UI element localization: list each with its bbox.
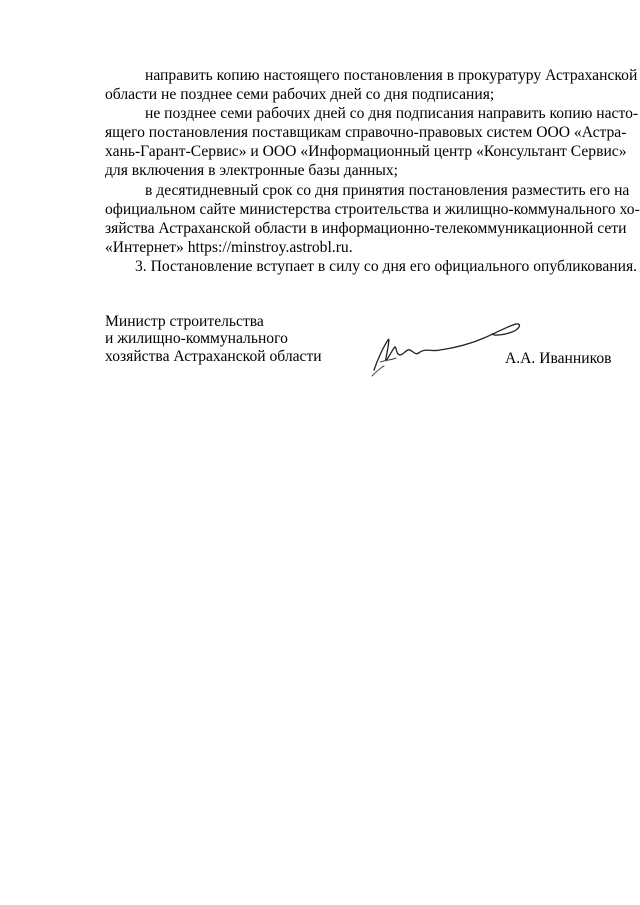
paragraph-line: области не позднее семи рабочих дней со дня подписания; (105, 86, 495, 103)
position-line: хозяйства Астраханской области (105, 347, 322, 365)
paragraph-line: ящего постановления поставщикам справочно-правовых систем ООО «Астра- (105, 124, 627, 141)
paragraph-line: зяйства Астраханской области в информационно-телекоммуникационной сети (105, 220, 627, 237)
paragraph-line: не позднее семи рабочих дней со дня подписания направить копию насто- (145, 105, 639, 122)
signatory-position (105, 313, 322, 365)
paragraph-line: «Интернет» https://minstroy.astrobl.ru. (105, 239, 353, 256)
paragraph-line: 3. Постановление вступает в силу со дня его официального опубликования. (135, 258, 638, 275)
paragraph-line: хань-Гарант-Сервис» и ООО «Информационный центр «Консультант Сервис» (105, 143, 627, 160)
paragraph-line: в десятидневный срок со дня принятия постановления разместить его на (145, 182, 630, 199)
paragraph-line: официальном сайте министерства строительства и жилищно-коммунального хо- (105, 201, 640, 218)
paragraph-line: для включения в электронные базы данных; (105, 162, 398, 179)
position-line: Министр строительства (105, 313, 264, 330)
position-line: и жилищно-коммунального (105, 330, 288, 348)
signer-name: А.А. Иванников (505, 350, 612, 367)
paragraph-line: направить копию настоящего постановления в прокуратуру Астраханской (145, 67, 638, 84)
handwritten-signature (366, 318, 526, 380)
